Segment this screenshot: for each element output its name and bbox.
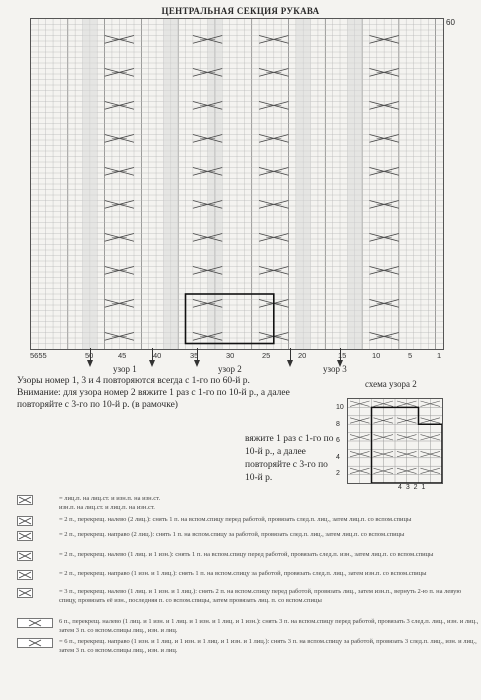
axis-tick-label: 50 <box>85 351 94 360</box>
stitch-symbol-icon <box>17 495 33 505</box>
small-chart-grid <box>348 399 442 483</box>
chart-grid <box>31 19 443 349</box>
stitch-symbol-icon <box>17 618 53 628</box>
axis-tick-label: 5655 <box>30 351 47 360</box>
arrow-down-icon <box>87 360 93 367</box>
legend-text: = 2 п., перекрещ. направо (1 изн. и 1 лиц.): снять 1 п. на вспом.спицу за работой, провязать след.п. лиц., затем изн.п. со вспом.спицы <box>59 570 427 577</box>
axis-tick-label: 20 <box>298 351 307 360</box>
legend-text: 6 п., перекрещ. налево (1 лиц. и 1 изн. и 1 лиц. и 1 изн. и 1 лиц. и 1 изн.): снять 3 п. на вспом.спицу перед работой, провязать 3 след.п. лиц., изн. и лиц., затем 3 п. со вспом.спицы лиц., изн. и лиц. <box>59 618 479 634</box>
small-chart-row-label: 8 <box>336 420 340 428</box>
repeat-note: Узоры номер 1, 3 и 4 повторяются всегда с 1-го по 60-й р. <box>17 376 250 386</box>
small-chart-row-label: 6 <box>336 437 340 444</box>
stitch-symbol-icon <box>17 531 33 541</box>
stitch-symbol-icon <box>17 570 33 580</box>
axis-tick-label: 5 <box>408 351 413 360</box>
small-chart-row-label: 10 <box>336 404 344 411</box>
top-row-number: 60 <box>446 18 455 27</box>
legend-text: = 2 п., перекрещ. налево (2 лиц.): снять 1 п. на вспом.спицу перед работой, провязать след.п. лиц., затем лиц.п. со вспом.спицы <box>59 516 412 523</box>
small-chart-row-label: 2 <box>336 470 340 477</box>
stitch-symbol-icon <box>17 551 33 561</box>
legend-text: = 3 п., перекрещ. налево (1 лиц. и 1 изн. и 1 лиц.): снять 2 п. на вспом.спицу перед работой, провязать лиц., затем изн.п., вернуть 2-ю п. на левую спицу, провязать её изн., последняя п. со вспом.спицы, затем провязать лиц. п. со вспом.спицы <box>59 588 462 604</box>
small-chart-col-labels: 4 3 2 1 <box>398 484 427 491</box>
axis-tick-label: 40 <box>153 351 162 360</box>
legend-text: = 6 п., перекрещ. направо (1 изн. и 1 лиц. и 1 изн. и 1 лиц. и 1 изн. и 1 лиц.): снять 3 п. на вспом.спицу за работой, провязать 3 след.п. лиц., изн. и лиц., затем 3 п. со вспом.спицы лиц., изн. и лиц. <box>59 638 477 654</box>
axis-tick-label: 1 <box>437 351 442 360</box>
arrow-down-icon <box>149 360 155 367</box>
pattern-2-chart <box>347 398 443 484</box>
legend-text: = 2 п., перекрещ. налево (1 лиц. и 1 изн.): снять 1 п. на вспом.спицу перед работой, провязать след.п. изн., затем лиц.п. со вспом.спицы <box>59 551 434 558</box>
main-knitting-chart <box>30 18 444 350</box>
pattern-label-1: узор 1 <box>113 364 137 374</box>
axis-tick-label: 10 <box>372 351 381 360</box>
stitch-symbol-icon <box>17 588 33 598</box>
attention-note: Внимание: для узора номер 2 вяжите 1 раз с 1-го по 10-й р., а далее повторяйте с 3-го по 10-й р. (в рамочке) <box>17 388 290 410</box>
legend-text: = 2 п., перекрещ. направо (2 лиц.): снять 1 п. на вспом.спицу за работой, провязать след.п. лиц., затем лиц.п. со вспом.спицы <box>59 531 405 538</box>
arrow-down-icon <box>287 360 293 367</box>
axis-tick-label: 25 <box>262 351 271 360</box>
pattern-label-3: узор 3 <box>323 364 347 374</box>
pattern-label-2: узор 2 <box>218 364 242 374</box>
pattern-2-repeat-note: вяжите 1 раз с 1-го по 10-й р., а далее повторяйте с 3-го по 10-й р. <box>245 434 334 483</box>
axis-tick-label: 45 <box>118 351 127 360</box>
page-title: ЦЕНТРАЛЬНАЯ СЕКЦИЯ РУКАВА <box>161 6 320 16</box>
axis-tick-label: 30 <box>226 351 235 360</box>
stitch-symbol-icon <box>17 516 33 526</box>
axis-tick-label: 15 <box>338 351 347 360</box>
stitch-symbol-icon <box>17 638 53 648</box>
small-chart-title: схема узора 2 <box>365 379 417 389</box>
pattern-divider-line <box>290 348 291 360</box>
arrow-down-icon <box>194 360 200 367</box>
legend-text: = лиц.п. на лиц.ст. и изн.п. на изн.ст. изн.п. на лиц.ст. и лиц.п. на изн.ст. <box>59 495 161 511</box>
small-chart-row-label: 4 <box>336 453 340 461</box>
axis-tick-label: 35 <box>190 351 199 360</box>
